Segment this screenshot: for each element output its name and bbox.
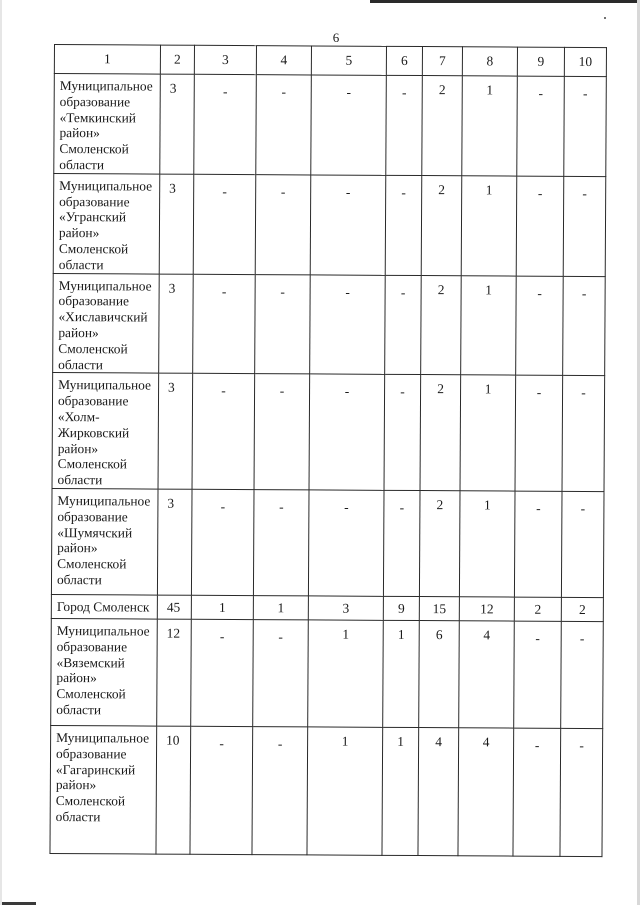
table-cell: 1 [191,595,253,619]
table-cell: - [384,375,421,491]
municipality-name: Муниципальное образование «Вяземский район» Смоленской области [51,618,158,726]
table-cell: 2 [421,275,462,375]
table-cell: 9 [383,596,419,620]
header-row [54,45,606,77]
table-row [51,594,603,621]
table-cell: - [562,376,605,492]
table-cell: 1 [461,176,517,276]
table-cell: 3 [160,74,195,174]
municipality-name: Муниципальное образование «Угранский район» Смоленской области [53,173,160,273]
table-cell: - [563,276,606,376]
table-cell: 1 [383,620,420,727]
table-cell: - [310,175,386,275]
table-cell: 3 [159,274,194,374]
column-header: 10 [564,47,606,76]
table-cell: - [516,276,564,376]
table-container [50,44,606,835]
table-cell: 4 [459,621,515,728]
table-cell: 12 [459,597,514,621]
table-cell: 6 [419,620,460,727]
table-cell: 2 [421,175,462,275]
table-cell: - [516,176,564,276]
table-cell: 4 [418,727,459,855]
table-body [50,74,606,857]
table-cell: 2 [514,597,561,621]
table-cell: 2 [422,76,463,176]
table-cell: 10 [156,726,191,854]
table-cell: - [308,490,384,596]
table-cell: 1 [461,275,517,375]
table-cell: - [254,374,310,490]
table-cell: - [515,375,563,491]
table-row [54,74,607,177]
scan-edge-top [370,0,640,3]
column-header: 9 [517,47,564,76]
table-cell: - [386,75,423,175]
column-header: 3 [194,45,256,74]
table-row [53,273,606,376]
table-cell: 1 [459,491,515,597]
table-cell: - [193,174,256,274]
table-cell: - [513,728,561,856]
column-header: 8 [462,47,517,76]
municipality-name: Муниципальное образование «Темкинский район» Смоленской области [54,74,161,174]
table-cell: - [514,491,562,597]
table-cell: - [193,274,256,374]
table-cell: - [385,275,422,375]
table-cell: - [311,75,387,175]
table-cell: 1 [382,727,419,855]
table-cell: 2 [419,490,460,596]
table-cell: 3 [157,489,192,595]
table-cell: 1 [460,375,516,491]
table-row [50,725,603,856]
table-cell: - [255,274,311,374]
table-cell: 3 [308,596,383,620]
table-cell: 15 [419,596,459,620]
table-cell: - [190,726,253,854]
table-cell: 4 [458,728,514,856]
municipality-name: Муниципальное образование «Холм-Жирковский район» Смоленской области [52,373,159,489]
scan-edge-left [0,0,2,905]
table-cell: - [564,76,607,176]
table-cell: - [253,490,309,596]
municipality-name: Муниципальное образование «Гагаринский район» Смоленской области [50,725,157,854]
table-cell: - [309,374,385,490]
table-cell: 1 [253,596,308,620]
table-cell: 3 [159,174,194,274]
table-cell: - [563,176,606,276]
statistics-table [49,44,607,857]
page-number: 6 [332,30,340,45]
table-cell: - [191,489,254,595]
table-cell: - [191,619,254,726]
table-cell: - [252,727,308,855]
table-cell: 2 [561,597,603,621]
table-cell: - [310,274,386,374]
table-cell: 2 [420,375,461,491]
municipality-name: Муниципальное образование «Хиславичский район» Смоленской области [53,273,160,373]
table-cell: - [194,74,257,174]
municipality-name: Муниципальное образование «Шумячский район» Смоленской области [51,488,158,595]
column-header: 2 [160,45,194,74]
column-header: 6 [386,46,422,75]
table-cell: - [192,374,255,490]
table-cell: - [255,174,311,274]
table-cell: - [560,728,603,856]
table-row [52,373,605,492]
column-header: 4 [256,46,311,75]
scan-speck [604,17,606,19]
table-row [51,618,604,728]
table-cell: 12 [157,619,192,726]
table-cell: 1 [308,620,384,727]
table-row [51,488,604,597]
column-header: 1 [54,45,160,75]
table-cell: - [561,491,604,597]
column-header: 7 [422,47,462,76]
table-cell: - [256,75,312,175]
table-cell: 45 [157,595,191,619]
table-cell: - [385,175,422,275]
table-cell: - [561,621,604,728]
table-cell: 1 [462,76,518,176]
municipality-name: Город Смоленск [51,594,157,619]
table-row [53,173,606,276]
table-cell: - [383,490,420,596]
table-cell: - [253,620,309,727]
table-cell: - [517,76,565,176]
table-cell: 1 [307,727,383,855]
table-cell: 3 [158,373,193,489]
column-header: 5 [311,46,386,75]
table-cell: - [514,621,562,728]
